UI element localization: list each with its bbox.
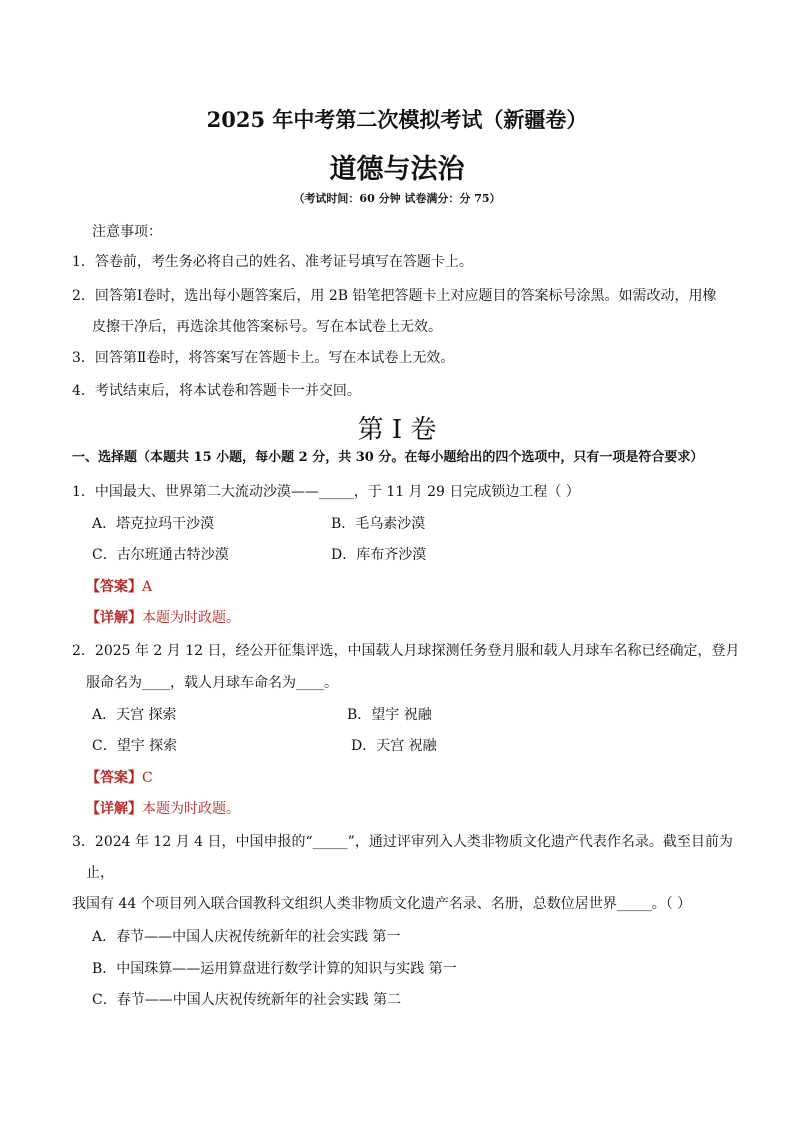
section-title: 第 I 卷 — [357, 415, 437, 445]
question-3-option-c: C．春节——中国人庆祝传统新年的社会实践 第二 — [92, 992, 402, 1008]
subject-title: 道德与法治 — [329, 154, 465, 185]
notes-heading: 注意事项： — [92, 224, 162, 240]
question-2-detail — [86, 798, 240, 818]
detail-label: 【详解】 — [86, 610, 142, 626]
question-1-option-c: C．古尔班通古特沙漠 — [92, 547, 229, 563]
question-2-option-b: B．望宇 祝融 — [347, 707, 432, 723]
question-3-stem-line1: 3．2024 年 12 月 4 日，中国申报的“_____”，通过评审列入人类非物质文化遗产代表作名录。截至目前为 — [72, 834, 733, 850]
question-1-stem: 1．中国最大、世界第二大流动沙漠——_____，于 11 月 29 日完成锁边工程（ ） — [72, 484, 580, 500]
question-2-option-a: A．天宫 探索 — [92, 707, 177, 723]
note-item-2-cont: 皮擦干净后，再选涂其他答案标号。写在本试卷上无效。 — [92, 319, 442, 335]
answer-label: 【答案】 — [86, 579, 142, 595]
question-1-option-d: D．库布齐沙漠 — [331, 547, 427, 563]
question-1-answer — [86, 576, 152, 596]
question-3-option-a: A．春节——中国人庆祝传统新年的社会实践 第一 — [92, 929, 401, 945]
question-2-option-d: D．天宫 祝融 — [351, 738, 437, 754]
detail-label: 【详解】 — [86, 801, 142, 817]
exam-info: （考试时间：60 分钟 试卷满分：分 75） — [293, 192, 501, 205]
question-3-option-b: B．中国珠算——运用算盘进行数学计算的知识与实践 第一 — [92, 961, 457, 977]
exam-title: 2025 年中考第二次模拟考试（新疆卷） — [206, 107, 588, 132]
note-item-3: 3．回答第Ⅱ卷时，将答案写在答题卡上。写在本试卷上无效。 — [72, 350, 455, 366]
question-1-detail — [86, 607, 240, 627]
question-1-option-b: B．毛乌素沙漠 — [331, 516, 426, 532]
answer-value: C — [142, 770, 153, 786]
question-1-option-a: A．塔克拉玛干沙漠 — [92, 516, 215, 532]
question-3-stem-line3: 我国有 44 个项目列入联合国教科文组织人类非物质文化遗产名录、名册，总数位居世界_____。（ ） — [72, 896, 692, 912]
note-item-4: 4．考试结束后，将本试卷和答题卡一并交回。 — [72, 383, 361, 399]
part-heading: 一、选择题（本题共 15 小题，每小题 2 分，共 30 分。在每小题给出的四个选项中，只有一项是符合要求） — [72, 450, 704, 465]
note-item-1: 1．答卷前，考生务必将自己的姓名、准考证号填写在答题卡上。 — [72, 254, 473, 270]
question-2-option-c: C．望宇 探索 — [92, 738, 178, 754]
question-2-answer — [86, 767, 153, 787]
question-3-stem-line2: 止， — [86, 865, 114, 881]
note-item-2: 2．回答第Ⅰ卷时，选出每小题答案后，用 2B 铅笔把答题卡上对应题目的答案标号涂黑。如需改动，用橡 — [72, 288, 717, 304]
question-2-stem-line2: 服命名为____，载人月球车命名为____。 — [86, 675, 338, 691]
question-2-stem-line1: 2．2025 年 2 月 12 日，经公开征集评选，中国载人月球探测任务登月服和载人月球车名称已经确定，登月 — [72, 643, 740, 659]
detail-text: 本题为时政题。 — [142, 801, 240, 817]
answer-value: A — [142, 579, 153, 595]
detail-text: 本题为时政题。 — [142, 610, 240, 626]
answer-label: 【答案】 — [86, 770, 142, 786]
